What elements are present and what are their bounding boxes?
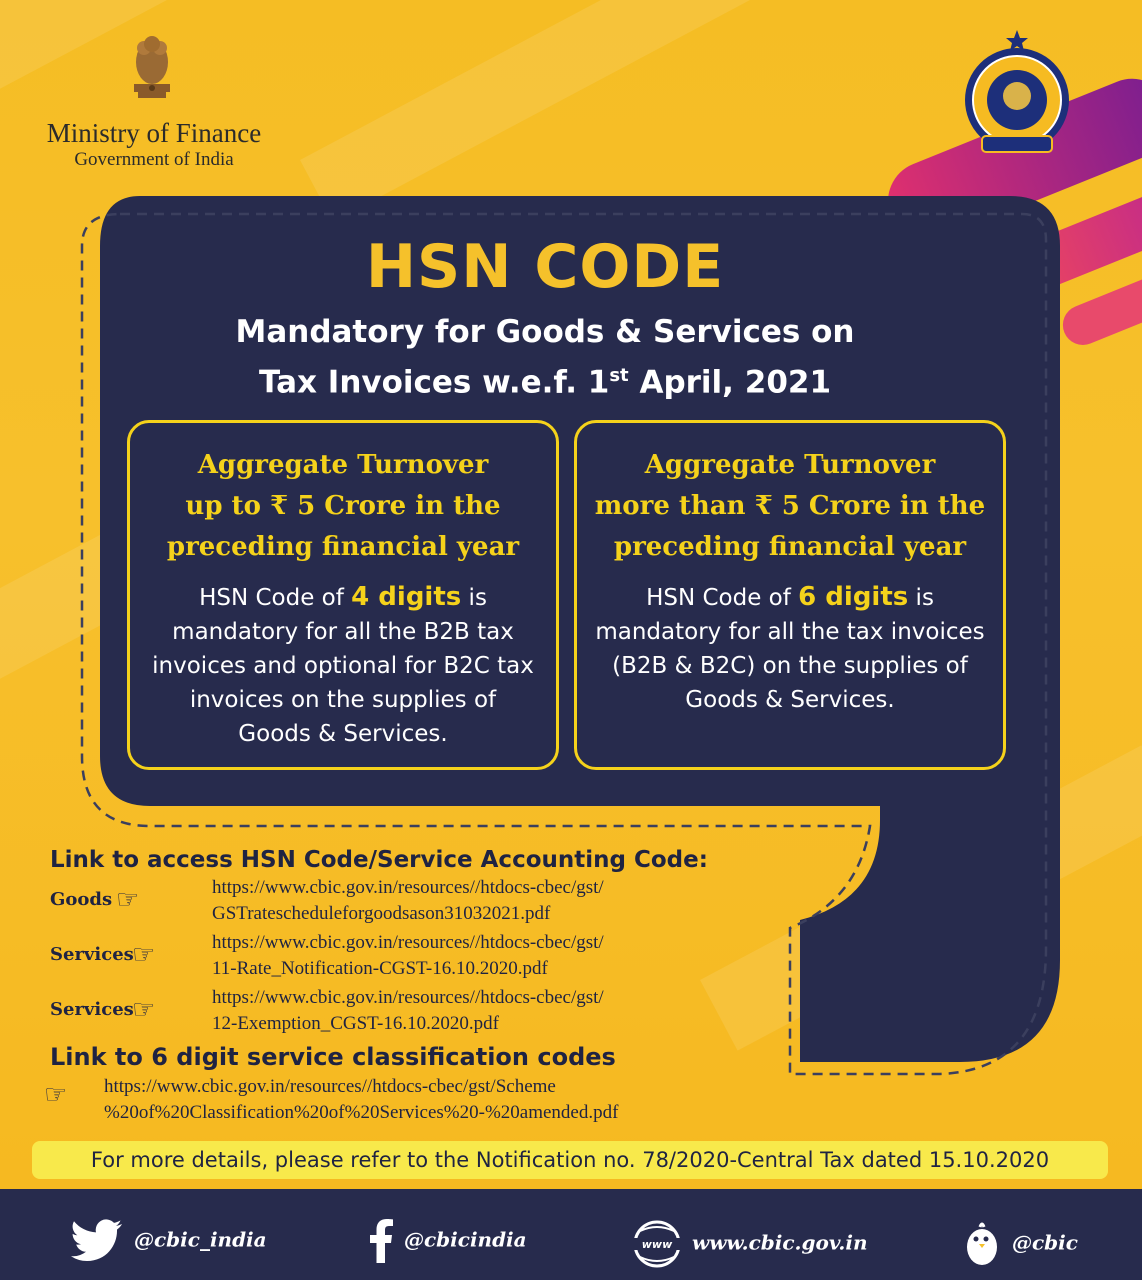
koo-handle[interactable] xyxy=(962,1219,1078,1259)
subtitle-line-1: Mandatory for Goods & Services on xyxy=(235,314,855,350)
website-text[interactable]: www.cbic.gov.in xyxy=(692,1230,868,1255)
link-row-services-exemption xyxy=(50,985,810,1040)
link-url[interactable] xyxy=(212,875,604,927)
box-highlight-digits: 4 digits xyxy=(351,582,462,612)
box-body-text: is mandatory for all the B2B tax invoices and optional for B2C tax invoices on the supplies of Goods & Services. xyxy=(152,585,534,747)
facebook-handle-text[interactable]: @cbicindia xyxy=(404,1227,527,1252)
pointing-hand-icon: ☞ xyxy=(132,940,156,970)
pointing-hand-icon: ☞ xyxy=(132,995,156,1025)
notification-banner: For more details, please refer to the Notification no. 78/2020-Central Tax dated 15.10.2020 xyxy=(32,1141,1108,1179)
box-body-text: HSN Code of xyxy=(199,585,352,611)
www-globe-icon xyxy=(632,1219,682,1269)
pointing-hand-icon: ☞ xyxy=(116,885,140,915)
link-url[interactable] xyxy=(212,930,604,982)
government-name: Government of India xyxy=(74,149,234,170)
link-label: Services xyxy=(50,999,134,1020)
turnover-box-upto-5-crore xyxy=(127,420,559,770)
link-url-line[interactable]: GSTratescheduleforgoodsason31032021.pdf xyxy=(212,903,551,924)
box-heading xyxy=(577,445,1003,568)
svg-text:www: www xyxy=(641,1238,673,1251)
box-body xyxy=(577,580,1003,717)
link-url-line[interactable]: https://www.cbic.gov.in/resources//htdocs-cbec/gst/ xyxy=(212,877,604,898)
box-body xyxy=(130,580,556,751)
link-url[interactable] xyxy=(212,985,604,1037)
link-url-line[interactable]: https://www.cbic.gov.in/resources//htdocs-cbec/gst/Scheme xyxy=(104,1076,556,1097)
social-footer xyxy=(0,1189,1142,1280)
links-heading-2: Link to 6 digit service classification codes xyxy=(50,1043,616,1071)
subtitle-superscript: st xyxy=(609,365,629,386)
box-heading-line: more than ₹ 5 Crore in the xyxy=(594,491,986,521)
box-heading-line: up to ₹ 5 Crore in the xyxy=(185,491,501,521)
box-heading xyxy=(130,445,556,568)
box-body-text: HSN Code of xyxy=(646,585,799,611)
page-subtitle xyxy=(140,310,950,404)
facebook-icon xyxy=(368,1219,394,1263)
link-url[interactable] xyxy=(104,1074,618,1126)
subtitle-line-2-text: Tax Invoices w.e.f. 1 xyxy=(258,364,610,401)
link-url-line[interactable]: 11-Rate_Notification-CGST-16.10.2020.pdf xyxy=(212,958,548,979)
link-url-line[interactable]: https://www.cbic.gov.in/resources//htdocs-cbec/gst/ xyxy=(212,932,604,953)
subtitle-line-2-end: April, 2021 xyxy=(628,364,832,401)
link-url-line[interactable]: 12-Exemption_CGST-16.10.2020.pdf xyxy=(212,1013,499,1034)
koo-handle-text[interactable]: @cbic xyxy=(1012,1230,1078,1255)
box-heading-line: preceding financial year xyxy=(613,532,967,562)
link-label: Goods xyxy=(50,889,113,910)
link-url-line[interactable]: %20of%20Classification%20of%20Services%20-%20amended.pdf xyxy=(104,1102,619,1123)
box-heading-line: Aggregate Turnover xyxy=(197,450,489,480)
link-row-classification xyxy=(44,1072,810,1132)
link-row-goods xyxy=(50,875,810,930)
box-heading-line: preceding financial year xyxy=(166,532,520,562)
box-highlight-digits: 6 digits xyxy=(798,582,909,612)
links-heading: Link to access HSN Code/Service Accounting Code: xyxy=(50,847,708,873)
subtitle-line-2 xyxy=(140,354,950,404)
twitter-handle[interactable] xyxy=(70,1219,267,1259)
twitter-icon xyxy=(70,1219,124,1263)
pointing-hand-icon: ☞ xyxy=(44,1080,68,1110)
page-title: HSN CODE xyxy=(365,232,725,302)
links-section xyxy=(44,845,810,1132)
link-row-services-rate xyxy=(50,930,810,985)
twitter-handle-text[interactable]: @cbic_india xyxy=(134,1227,267,1252)
website-link[interactable] xyxy=(632,1219,868,1259)
box-body-text: is mandatory for all the tax invoices (B2B & B2C) on the supplies of Goods & Services. xyxy=(595,585,985,713)
link-url-line[interactable]: https://www.cbic.gov.in/resources//htdocs-cbec/gst/ xyxy=(212,987,604,1008)
ministry-name: Ministry of Finance xyxy=(46,118,262,148)
koo-bird-icon xyxy=(962,1219,1002,1269)
box-heading-line: Aggregate Turnover xyxy=(644,450,936,480)
turnover-box-more-than-5-crore xyxy=(574,420,1006,770)
link-label: Services xyxy=(50,944,134,965)
facebook-handle[interactable] xyxy=(368,1219,527,1259)
